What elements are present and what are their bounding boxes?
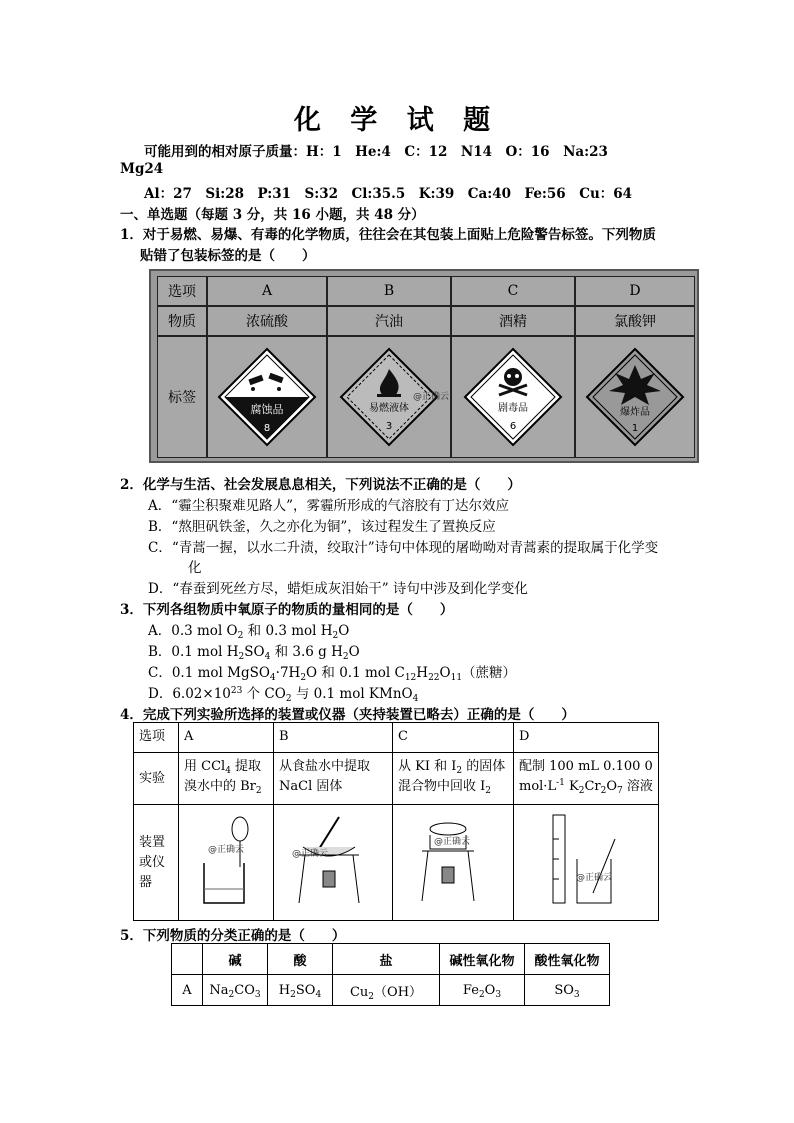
q1-label-cell-d bbox=[575, 336, 695, 458]
q4-option-a: A bbox=[179, 723, 274, 753]
q1-substance-b: 汽油 bbox=[327, 306, 451, 336]
toxic-skull-icon bbox=[463, 347, 563, 447]
q4-experiment-c: 从 KI 和 $I_2$ 的固体 混合物中回收 $I_2$ bbox=[393, 753, 514, 805]
q2-option-a: A．“霾尘积聚难见路人”，雾霾所形成的气溶胶有丁达尔效应 bbox=[148, 498, 510, 514]
watermark-text: @正确云 bbox=[413, 392, 450, 402]
q4-apparatus-c bbox=[393, 805, 514, 921]
q5-row-a-acidic-oxide: $SO_3$ bbox=[525, 975, 610, 1006]
q5-header-acid: 酸 bbox=[268, 944, 333, 975]
q1-option-d: D bbox=[575, 276, 695, 306]
q2-option-c-line1: C．“青蒿一握，以水二升渍，绞取汁”诗句中体现的屠呦呦对青蒿素的提取属于化学变 bbox=[148, 540, 659, 556]
q1-substance-c: 酒精 bbox=[451, 306, 575, 336]
separatory-funnel-beaker-icon bbox=[184, 809, 264, 909]
q1-label-cell-a bbox=[207, 336, 327, 458]
q4-header-apparatus: 装置或仪器 bbox=[134, 805, 179, 921]
q3-stem: 3．下列各组物质中氧原子的物质的量相同的是（ ） bbox=[120, 602, 454, 618]
q2-option-b: B．“熬胆矾铁釜，久之亦化为铜”，该过程发生了置换反应 bbox=[148, 519, 496, 535]
q4-apparatus-d bbox=[514, 805, 659, 921]
q1-label-number-a: 8 bbox=[263, 423, 271, 434]
q4-apparatus-a bbox=[179, 805, 274, 921]
q1-label-number-b: 3 bbox=[385, 421, 393, 432]
q5-header-salt: 盐 bbox=[333, 944, 440, 975]
q4-stem: 4．完成下列实验所选择的装置或仪器（夹持装置已略去）正确的是（ ） bbox=[120, 707, 575, 723]
atomic-mass-line2: Mg24 bbox=[120, 161, 164, 177]
atomic-mass-line1: 可能用到的相对原子质量：H：1 He:4 C：12 N14 O：16 Na:23 bbox=[144, 144, 608, 160]
q3-option-c: C．0.1 mol $MgSO_4\cdot 7H_2O$ 和 0.1 mol $C_{12}H_{22}O_{11}$（蔗糖） bbox=[148, 665, 517, 683]
q1-stem-line2: 贴错了包装标签的是（ ） bbox=[140, 248, 316, 264]
q3-option-b: B．0.1 mol $H_2SO_4$ 和 3.6 g $H_2O$ bbox=[148, 644, 360, 662]
q5-header-base: 碱 bbox=[203, 944, 268, 975]
q2-option-c-line2: 化 bbox=[188, 560, 202, 576]
q1-label-number-c: 6 bbox=[509, 421, 517, 432]
q4-header-experiment: 实验 bbox=[134, 753, 179, 805]
q5-stem: 5．下列物质的分类正确的是（ ） bbox=[120, 928, 346, 944]
q1-label-cell-c bbox=[451, 336, 575, 458]
q5-row-a-base: $Na_2CO_3$ bbox=[203, 975, 268, 1006]
q5-table bbox=[171, 943, 610, 1006]
watermark-text: @正确云 bbox=[434, 837, 471, 847]
q5-row-a-salt: $Cu_2(OH)$ bbox=[333, 975, 440, 1006]
q3-option-a: A．0.3 mol $O_2$ 和 0.3 mol $H_2O$ bbox=[148, 623, 350, 641]
atomic-mass-line3: Al：27 Si:28 P:31 S:32 Cl:35.5 K:39 Ca:40 Fe:56 Cu：64 bbox=[144, 186, 633, 202]
q5-header-blank bbox=[172, 944, 203, 975]
q1-substance-d: 氯酸钾 bbox=[575, 306, 695, 336]
q3-option-d: D．$6.02\times 10^{23}$ 个 $CO_2$ 与 0.1 mol KMnO$_4$ bbox=[148, 686, 419, 704]
q1-label-text-b: 易燃液体 bbox=[369, 403, 409, 414]
q1-label-table bbox=[149, 269, 699, 463]
q1-option-b: B bbox=[327, 276, 451, 306]
q4-experiment-b-line2: NaCl 固体 bbox=[279, 779, 343, 794]
watermark-text: @正确云 bbox=[292, 849, 329, 859]
q1-label-text-d: 爆炸品 bbox=[620, 407, 650, 418]
q5-row-a-acid: $H_2SO_4$ bbox=[268, 975, 333, 1006]
q4-apparatus-b bbox=[274, 805, 393, 921]
q4-experiment-a: 用 CCl$_4$ 提取 溴水中的 $Br_2$ bbox=[179, 753, 274, 805]
q1-substance-a: 浓硫酸 bbox=[207, 306, 327, 336]
watermark-text: @正确云 bbox=[208, 845, 245, 855]
watermark-text: @正确云 bbox=[576, 873, 613, 883]
q1-option-c: C bbox=[451, 276, 575, 306]
q4-experiment-b bbox=[274, 753, 393, 805]
q4-table bbox=[133, 722, 659, 921]
q4-header-option: 选项 bbox=[134, 723, 179, 753]
q1-stem-line1: 1．对于易燃、易爆、有毒的化学物质，往往会在其包装上面贴上危险警告标签。下列物质 bbox=[120, 227, 656, 243]
q5-header-basic-oxide: 碱性氧化物 bbox=[440, 944, 525, 975]
evaporating-dish-icon bbox=[279, 809, 379, 909]
q4-experiment-b-line1: 从食盐水中提取 bbox=[279, 759, 371, 774]
explosive-hazard-icon bbox=[585, 347, 685, 447]
q2-stem: 2．化学与生活、社会发展息息相关，下列说法不正确的是（ ） bbox=[120, 477, 521, 493]
q1-row-header-substance: 物质 bbox=[157, 306, 207, 336]
page-title: 化 学 试 题 bbox=[293, 105, 501, 136]
q5-header-acidic-oxide: 酸性氧化物 bbox=[525, 944, 610, 975]
q1-label-text-a: 腐蚀品 bbox=[250, 403, 284, 416]
q4-experiment-d: 配制 100 mL 0.100 0 $mol\cdot L^{-1}$ $K_2Cr_2O_7$ 溶液 bbox=[514, 753, 659, 805]
graduated-cylinder-beaker-icon bbox=[519, 809, 639, 909]
sublimation-setup-icon bbox=[398, 809, 498, 909]
q1-option-a: A bbox=[207, 276, 327, 306]
q1-label-text-c: 剧毒品 bbox=[498, 403, 528, 414]
q4-option-d: D bbox=[514, 723, 659, 753]
section-heading: 一、单选题（每题 3 分，共 16 小题，共 48 分） bbox=[120, 207, 425, 223]
q1-row-header-option: 选项 bbox=[157, 276, 207, 306]
q1-row-header-label: 标签 bbox=[157, 336, 207, 458]
q5-row-a-basic-oxide: $Fe_2O_3$ bbox=[440, 975, 525, 1006]
q4-option-c: C bbox=[393, 723, 514, 753]
q5-row-a-label: A bbox=[172, 975, 203, 1006]
q1-label-number-d: 1 bbox=[631, 423, 639, 434]
corrosive-hazard-icon bbox=[217, 347, 317, 447]
q2-option-d: D．“春蚕到死丝方尽，蜡炬成灰泪始干” 诗句中涉及到化学变化 bbox=[148, 581, 528, 597]
q4-option-b: B bbox=[274, 723, 393, 753]
